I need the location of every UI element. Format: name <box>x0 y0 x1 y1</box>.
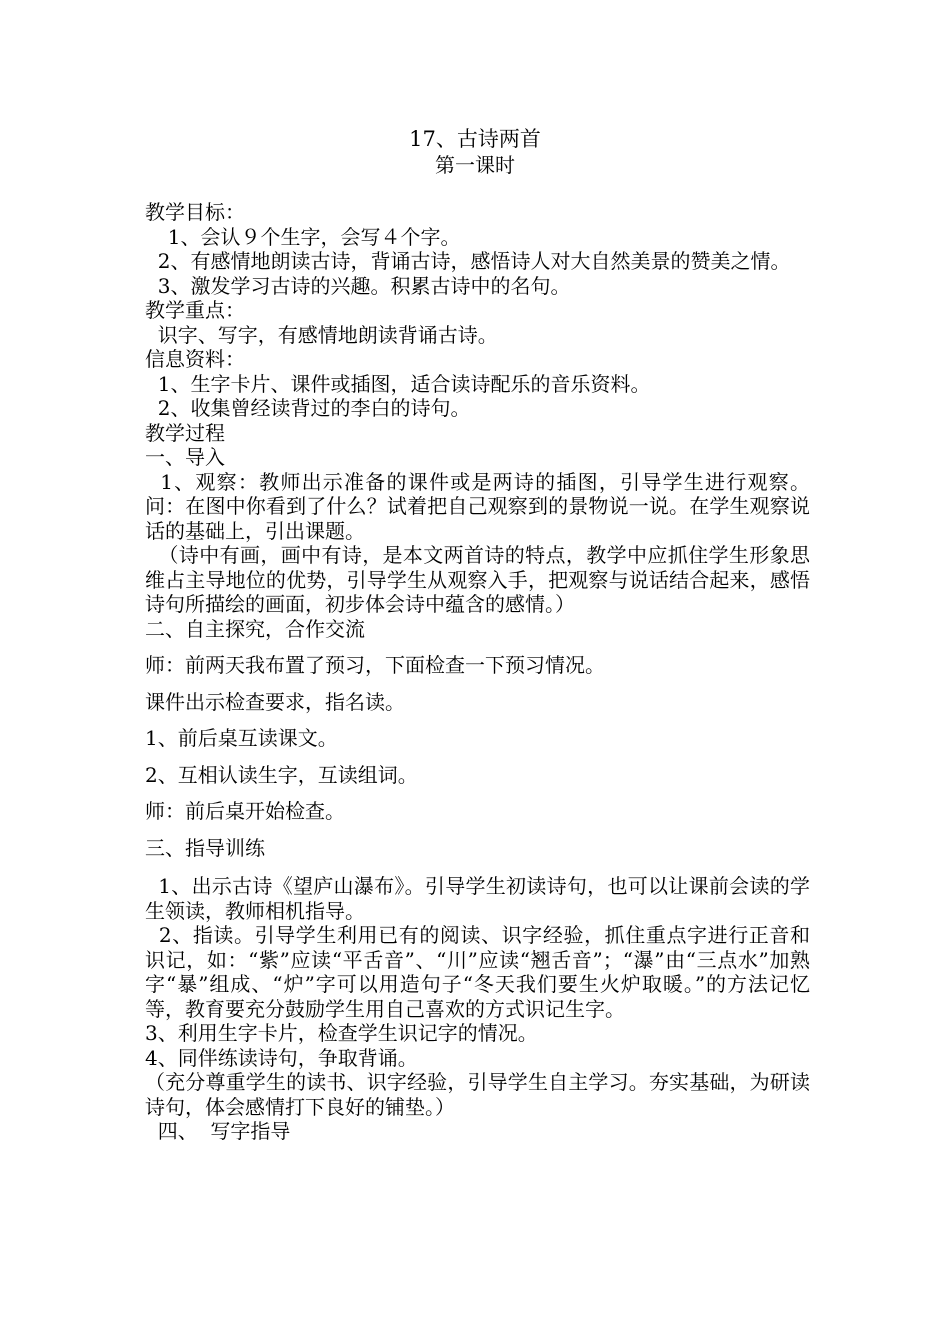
material-item: 2、收集曾经读背过的李白的诗句。 <box>145 396 471 420</box>
step-paragraph: 1、出示古诗《望庐山瀑布》。引导学生初读诗句，也可以让课前会读的学生领读，教师相机指导。 <box>145 874 810 923</box>
step-heading-explore: 二、自主探究，合作交流 <box>145 616 365 641</box>
step-item: 4、同伴练读诗句，争取背诵。 <box>145 1045 418 1070</box>
objective-item: 1、会认９个生字，会写４个字。 <box>155 224 461 249</box>
step-paragraph: 课件出示检查要求，指名读。 <box>145 689 405 714</box>
section-heading-key-points: 教学重点： <box>145 298 245 322</box>
section-heading-process: 教学过程 <box>145 420 225 445</box>
step-paragraph: 2、指读。引导学生利用已有的阅读、识字经验，抓住重点字进行正音和识记，如：“紫”应读“平舌音”、“川”应读“翘舌音”；“瀑”由“三点水”加熟字“暴”组成、“炉”字可以用造句子“冬天我们要生火炉取暖。”的方法记忆等，教育要充分鼓励学生用自己喜欢的方式识记生字。 <box>145 923 810 1021</box>
step-paragraph: 1、观察：教师出示准备的课件或是两诗的插图，引导学生进行观察。问：在图中你看到了什么？试着把自己观察到的景物说一说。在学生观察说话的基础上，引出课题。 <box>145 469 810 543</box>
step-heading-writing: 四、 写字指导 <box>145 1119 291 1143</box>
step-heading-training: 三、指导训练 <box>145 835 265 860</box>
teacher-line: 师：前后桌开始检查。 <box>145 799 345 823</box>
lesson-body <box>145 200 810 1144</box>
step-note: （诗中有画，画中有诗，是本文两首诗的特点，教学中应抓住学生形象思维占主导地位的优势，引导学生从观察入手，把观察与说话结合起来，感悟诗句所描绘的画面，初步体会诗中蕴含的感情。） <box>145 543 811 616</box>
objective-item: 3、激发学习古诗的兴趣。积累古诗中的名句。 <box>145 273 571 298</box>
teacher-line: 师：前两天我布置了预习，下面检查一下预习情况。 <box>145 653 605 677</box>
lesson-subtitle: 第一课时 <box>435 153 515 177</box>
section-heading-objectives: 教学目标： <box>145 200 245 224</box>
objective-item: 2、有感情地朗读古诗，背诵古诗，感悟诗人对大自然美景的赞美之情。 <box>145 249 791 273</box>
lesson-title: 17、古诗两首 <box>409 127 541 151</box>
step-note: （充分尊重学生的读书、识字经验，引导学生自主学习。夯实基础，为研读诗句，体会感情打下良好的铺垫。） <box>145 1070 810 1119</box>
section-heading-materials: 信息资料： <box>145 347 245 371</box>
step-item: 2、互相认读生字，互读组词。 <box>145 762 418 787</box>
key-point-item: 识字、写字，有感情地朗读背诵古诗。 <box>145 322 498 347</box>
step-heading-intro: 一、导入 <box>145 445 225 469</box>
step-item: 3、利用生字卡片，检查学生识记字的情况。 <box>145 1021 538 1045</box>
step-item: 1、前后桌互读课文。 <box>145 726 338 750</box>
material-item: 1、生字卡片、课件或插图，适合读诗配乐的音乐资料。 <box>145 371 651 396</box>
